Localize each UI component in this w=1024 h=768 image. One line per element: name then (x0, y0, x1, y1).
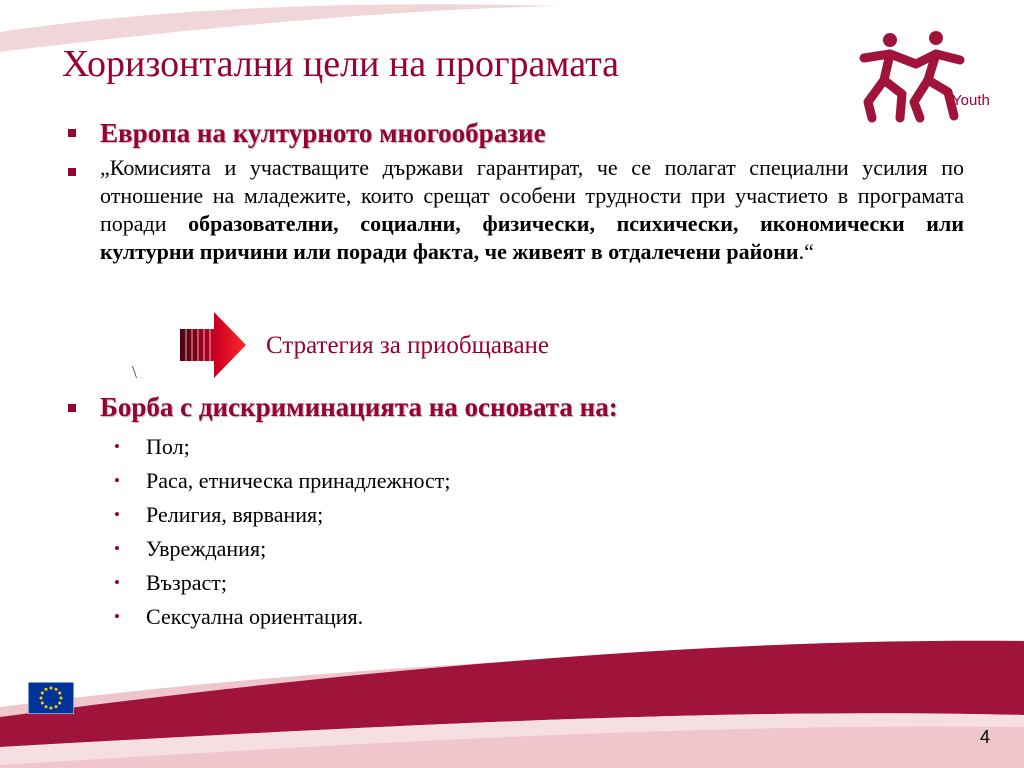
bullet-dot-icon: • (114, 505, 120, 524)
list-item-label: Възраст; (146, 570, 227, 595)
bullet-dot-icon: • (114, 539, 120, 558)
bottom-swoosh-decoration (0, 615, 1024, 768)
list-item-label: Религия, вярвания; (146, 502, 324, 527)
list-item-label: Сексуална ориентация. (146, 604, 364, 629)
section1-heading: Европа на културното многообразие (100, 118, 546, 148)
list-item (114, 566, 451, 600)
section2-heading: Борба с дискриминацията на основата на: (100, 392, 618, 422)
quote-closing: .“ (798, 239, 814, 264)
arrow-right-icon (180, 312, 246, 378)
square-bullet-icon (68, 168, 76, 176)
bullet-dot-icon: • (114, 607, 120, 626)
list-item-label: Увреждания; (146, 536, 267, 561)
list-item-label: Пол; (146, 434, 190, 459)
slide-title: Хоризонтални цели на програмата (62, 43, 620, 85)
list-item-label: Раса, етническа принадлежност; (146, 468, 451, 493)
inclusion-strategy-label: Стратегия за приобщаване (266, 332, 550, 359)
stray-mark: \ (132, 362, 138, 382)
page-number: 4 (980, 727, 991, 747)
bullet-dot-icon: • (114, 573, 120, 592)
list-item (114, 532, 451, 566)
discrimination-grounds-list (114, 430, 451, 634)
list-item (114, 430, 451, 464)
square-bullet-icon (68, 404, 76, 412)
bullet-dot-icon: • (114, 471, 120, 490)
list-item (114, 498, 451, 532)
commission-quote (100, 154, 964, 266)
quote-text: „Комисията и участващите държави гарантират, че се полагат специални усилия по отношение на младежите, които срещат особени трудности при участието в програмата поради (100, 155, 964, 236)
bullet-dot-icon: • (114, 437, 120, 456)
square-bullet-icon (68, 129, 76, 137)
youth-figures-icon (850, 18, 1020, 128)
youth-logo-text: Youth (952, 92, 990, 109)
quote-emphasis: образователни, социални, физически, психически, икономически или културни причини или поради факта, че живеят в отдалечени райони (100, 211, 964, 264)
eu-flag-icon (28, 682, 74, 714)
list-item (114, 464, 451, 498)
